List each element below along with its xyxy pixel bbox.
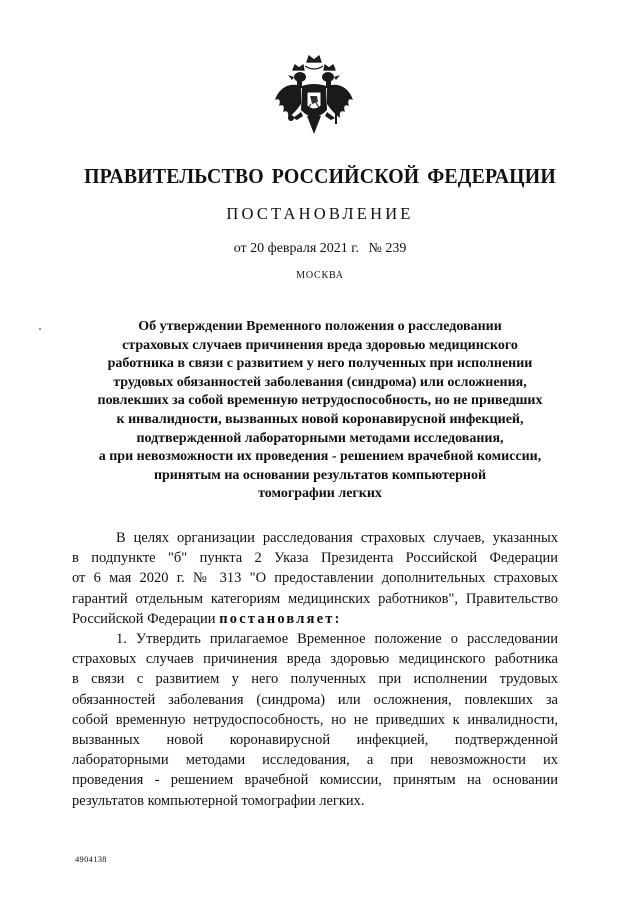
body-line-prefix: Российской Федерации	[72, 610, 220, 627]
body-line: В целях организации расследования страховых случаев, указанных	[116, 530, 558, 546]
document-heading	[60, 318, 580, 504]
body-line: в связи с развитием у него полученных при исполнении трудовых	[72, 671, 558, 688]
heading-line: страховых случаев причинения вреда здоровью медицинского	[122, 337, 518, 353]
heading-line: повлекших за собой временную нетрудоспособность, но не приведших	[97, 393, 543, 409]
heading-line: принятым на основании результатов компьютерной	[153, 467, 487, 483]
document-number: 239	[385, 241, 407, 256]
preamble-paragraph	[72, 528, 558, 629]
body-line: гарантий отдельным категориям медицинских работников", Правительство	[72, 590, 558, 607]
document-city: МОСКВА	[296, 270, 344, 281]
heading-line: работника в связи с развитием у него полученных при исполнении	[107, 356, 533, 372]
number-sign: №	[368, 241, 382, 256]
document-type: ПОСТАНОВЛЕНИЕ	[226, 204, 414, 223]
body-line: 1. Утвердить прилагаемое Временное положение о расследовании	[116, 631, 558, 648]
document-date: от 20 февраля 2021 г.	[233, 241, 359, 256]
heading-line: Об утверждении Временного положения о расследовании	[138, 319, 502, 334]
heading-line: трудовых обязанностей заболевания (синдрома) или осложнения,	[113, 374, 527, 390]
document-code: 4904138	[75, 854, 107, 864]
body-line: в подпункте "б" пункта 2 Указа Президента Российской Федерации	[72, 550, 558, 567]
resolves-word: постановляет:	[219, 610, 342, 627]
document-date-number	[0, 241, 640, 257]
margin-dot	[39, 328, 41, 330]
body-line: лабораторными методами исследования, а при невозможности их	[72, 752, 558, 769]
heading-line: а при невозможности их проведения - решением врачебной комиссии,	[98, 449, 542, 465]
body-line: проведения - решением врачебной комиссии, принятым на основании	[72, 772, 558, 789]
body-line: страховых случаев причинения вреда здоровью медицинского работника	[72, 651, 558, 668]
body-line: вызванных новой коронавирусной инфекцией, подтвержденной	[72, 732, 558, 749]
clause-1-paragraph	[72, 629, 558, 811]
body-line: обязанностей заболевания (синдрома) или осложнения, повлекших за	[72, 691, 558, 708]
body-line: собой временную нетрудоспособность, но не приведших к инвалидности,	[72, 711, 558, 728]
heading-line: подтвержденной лабораторными методами исследования,	[136, 430, 504, 446]
body-line	[72, 609, 558, 629]
body-line: результатов компьютерной томографии легких.	[72, 792, 365, 809]
body-line: от 6 мая 2020 г. № 313 "О предоставлении дополнительных страховых	[72, 570, 558, 587]
document-body	[72, 528, 558, 811]
heading-line: томографии легких	[258, 486, 382, 502]
coat-of-arms-icon	[271, 52, 357, 148]
government-title: ПРАВИТЕЛЬСТВО РОССИЙСКОЙ ФЕДЕРАЦИИ	[84, 164, 556, 188]
heading-line: к инвалидности, вызванных новой коронавирусной инфекцией,	[116, 411, 524, 427]
